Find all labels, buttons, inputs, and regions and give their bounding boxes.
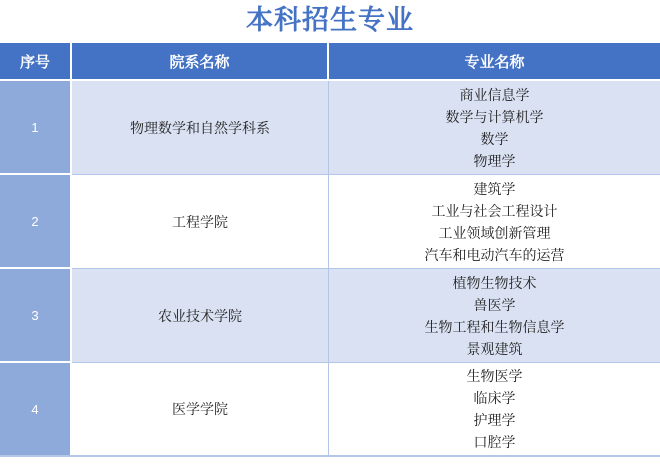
row-index: 4 [0, 363, 72, 455]
major-name: 口腔学 [473, 434, 516, 450]
department-name: 物理数学和自然学科系 [72, 81, 329, 175]
major-name: 数学 [480, 130, 509, 147]
department-name: 工程学院 [72, 175, 329, 269]
majors-cell [329, 175, 660, 269]
major-name: 工业领域创新管理 [438, 224, 551, 241]
page-title: 本科招生专业 [246, 5, 414, 35]
major-name: 工业与社会工程设计 [431, 202, 558, 219]
department-name: 农业技术学院 [72, 269, 329, 363]
department-name: 医学学院 [72, 363, 329, 455]
major-name: 生物医学 [466, 368, 523, 384]
majors-table [0, 43, 660, 457]
row-index: 2 [0, 175, 72, 269]
table-header-row [0, 43, 660, 81]
header-department: 院系名称 [72, 43, 329, 81]
table-row [0, 363, 660, 455]
major-name: 植物生物技术 [452, 274, 537, 291]
header-no: 序号 [0, 43, 72, 81]
table-body [0, 81, 660, 455]
majors-cell [329, 81, 660, 175]
major-name: 护理学 [473, 412, 516, 428]
table-row [0, 81, 660, 175]
major-name: 兽医学 [473, 296, 516, 313]
major-name: 商业信息学 [459, 86, 530, 103]
row-index: 1 [0, 81, 72, 175]
majors-cell [329, 269, 660, 363]
row-index: 3 [0, 269, 72, 363]
major-name: 景观建筑 [466, 340, 523, 357]
major-name: 物理学 [473, 152, 516, 169]
header-majors: 专业名称 [329, 43, 660, 81]
majors-cell [329, 363, 660, 455]
major-name: 临床学 [473, 390, 516, 406]
major-name: 生物工程和生物信息学 [424, 318, 565, 335]
major-name: 数学与计算机学 [445, 108, 544, 125]
table-row [0, 269, 660, 363]
major-name: 建筑学 [473, 180, 516, 197]
table-row [0, 175, 660, 269]
major-name: 汽车和电动汽车的运营 [424, 246, 565, 263]
